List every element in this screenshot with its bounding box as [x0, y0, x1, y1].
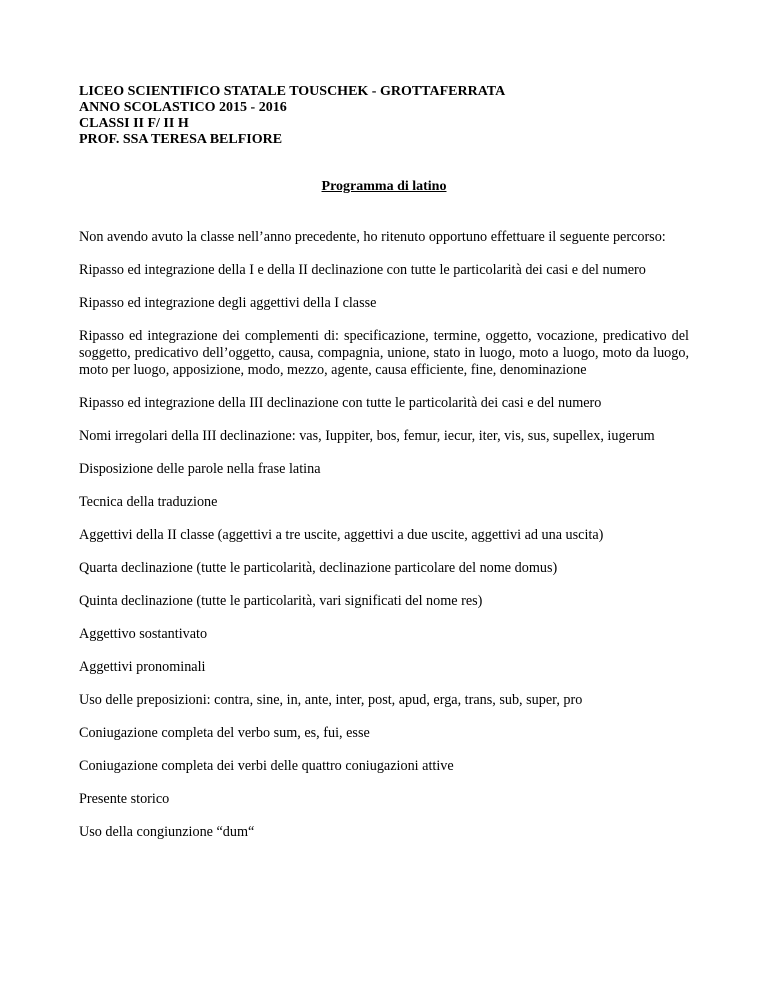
program-item: Quarta declinazione (tutte le particolarità, declinazione particolare del nome domus)	[79, 560, 558, 576]
school-name: LICEO SCIENTIFICO STATALE TOUSCHEK - GROTTAFERRATA	[79, 84, 506, 99]
program-item: Ripasso ed integrazione dei complementi di: specificazione, termine, oggetto, vocazione, predicativo del soggetto, predicativo dell’oggetto, causa, compagnia, unione, stato in luogo, moto a luogo, moto da luogo, moto per luogo, apposizione, modo, mezzo, agente, causa efficiente, fine, denominazione	[79, 328, 689, 378]
program-item: Aggettivo sostantivato	[79, 626, 208, 642]
program-item: Quinta declinazione (tutte le particolarità, vari significati del nome res)	[79, 593, 483, 609]
program-item: Presente storico	[79, 791, 170, 807]
program-item: Uso della congiunzione “dum“	[79, 824, 255, 840]
program-item: Ripasso ed integrazione della III declinazione con tutte le particolarità dei casi e del numero	[79, 395, 602, 411]
document-page	[79, 84, 689, 841]
intro-block	[79, 229, 689, 246]
intro-paragraph: Non avendo avuto la classe nell’anno precedente, ho ritenuto opportuno effettuare il seguente percorso:	[79, 229, 666, 245]
program-item: Tecnica della traduzione	[79, 494, 218, 510]
program-item: Coniugazione completa del verbo sum, es, fui, esse	[79, 725, 370, 741]
classes: CLASSI II F/ II H	[79, 116, 189, 131]
document-title: Programma di latino	[321, 179, 447, 194]
program-item: Ripasso ed integrazione della I e della II declinazione con tutte le particolarità dei casi e del numero	[79, 262, 646, 278]
program-item: Uso delle preposizioni: contra, sine, in, ante, inter, post, apud, erga, trans, sub, super, pro	[79, 692, 583, 708]
school-year: ANNO SCOLASTICO 2015 - 2016	[79, 100, 287, 115]
program-item: Nomi irregolari della III declinazione: vas, Iuppiter, bos, femur, iecur, iter, vis, sus, supellex, iugerum	[79, 428, 655, 444]
program-item: Ripasso ed integrazione degli aggettivi della I classe	[79, 295, 377, 311]
program-item: Coniugazione completa dei verbi delle quattro coniugazioni attive	[79, 758, 454, 774]
program-item: Aggettivi della II classe (aggettivi a tre uscite, aggettivi a due uscite, aggettivi ad una uscita)	[79, 527, 604, 543]
program-item: Disposizione delle parole nella frase latina	[79, 461, 321, 477]
teacher-name: PROF. SSA TERESA BELFIORE	[79, 132, 283, 147]
program-item: Aggettivi pronominali	[79, 659, 206, 675]
